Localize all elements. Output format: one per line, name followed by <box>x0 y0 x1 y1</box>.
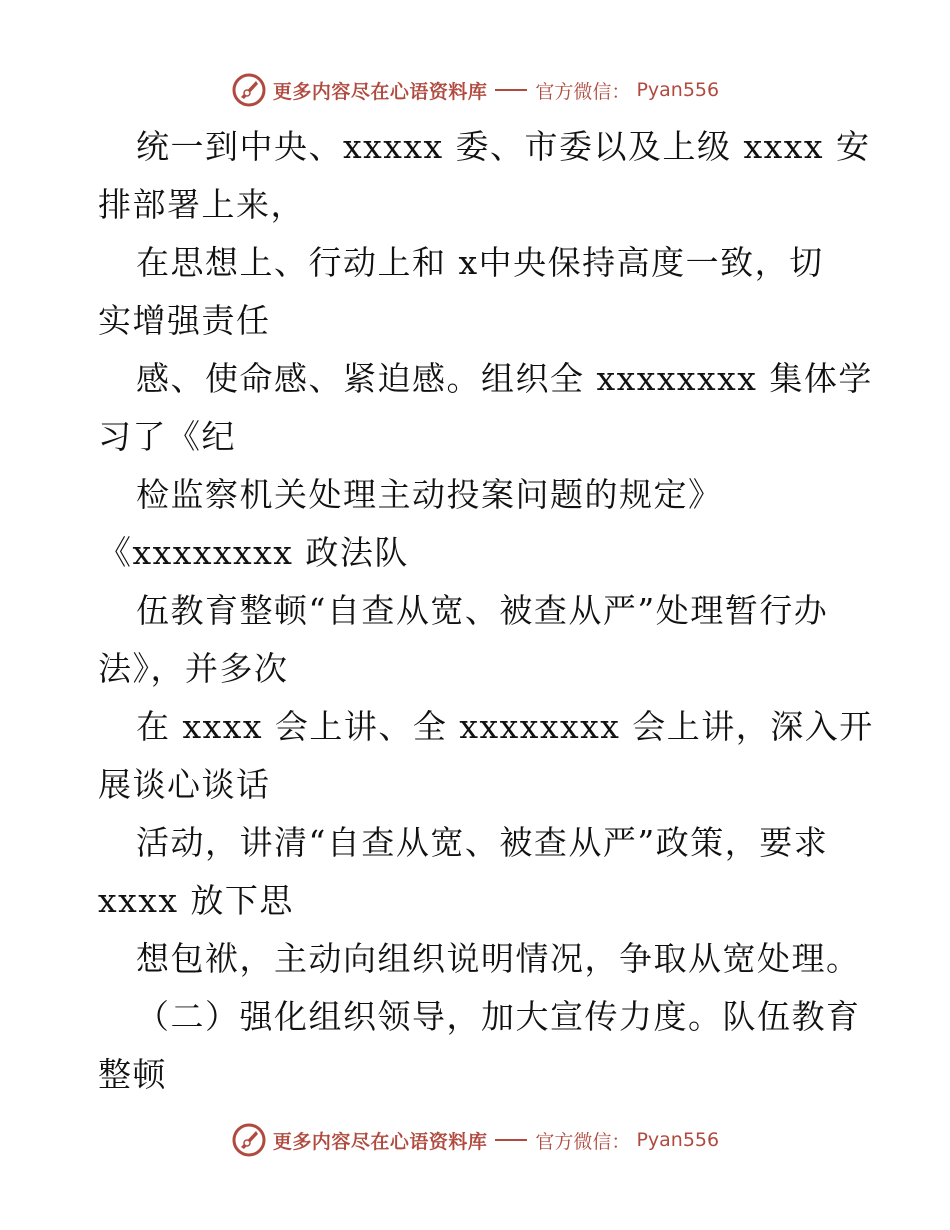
watermark-channel-text: 官方微信： <box>535 1130 631 1153</box>
text-line: xxxx 放下思 <box>98 881 294 920</box>
text-line: 在思想上、行动上和 x中央保持高度一致，切 <box>136 243 824 282</box>
header-watermark <box>0 70 950 110</box>
quill-logo-icon <box>231 1122 267 1158</box>
watermark-divider <box>495 89 527 91</box>
text-line: 《xxxxxxxx 政法队 <box>98 533 409 572</box>
text-line: 伍教育整顿“自查从宽、被查从严”处理暂行办 <box>136 591 829 630</box>
text-line: （二）强化组织领导，加大宣传力度。队伍教育 <box>136 997 861 1036</box>
text-line: 统一到中央、xxxxx 委、市委以及上级 xxxx 安 <box>136 127 871 166</box>
text-line: 排部署上来， <box>98 185 305 224</box>
text-line: 活动，讲清“自查从宽、被查从严”政策，要求 <box>136 823 829 862</box>
quill-logo-icon <box>231 72 267 108</box>
watermark-main-text: 更多内容尽在心语资料库 <box>272 80 488 103</box>
text-line: 法》，并多次 <box>98 649 289 688</box>
watermark-channel-text: 官方微信： <box>535 80 631 103</box>
footer-watermark <box>0 1120 950 1160</box>
text-line: 习了《纪 <box>98 417 236 456</box>
watermark-divider <box>495 1139 527 1141</box>
text-line: 实增强责任 <box>98 301 271 340</box>
text-line: 整顿 <box>98 1055 167 1094</box>
watermark-account-text: Pyan556 <box>636 1129 720 1151</box>
document-body <box>98 118 874 1104</box>
watermark-main-text: 更多内容尽在心语资料库 <box>272 1130 488 1153</box>
text-line: 在 xxxx 会上讲、全 xxxxxxxx 会上讲，深入开 <box>136 707 874 746</box>
text-line: 检监察机关处理主动投案问题的规定》 <box>136 475 723 514</box>
watermark-account-text: Pyan556 <box>636 79 720 101</box>
text-line: 感、使命感、紧迫感。组织全 xxxxxxxx 集体学 <box>136 359 873 398</box>
text-line: 想包袱，主动向组织说明情况，争取从宽处理。 <box>136 939 861 978</box>
text-line: 展谈心谈话 <box>98 765 271 804</box>
